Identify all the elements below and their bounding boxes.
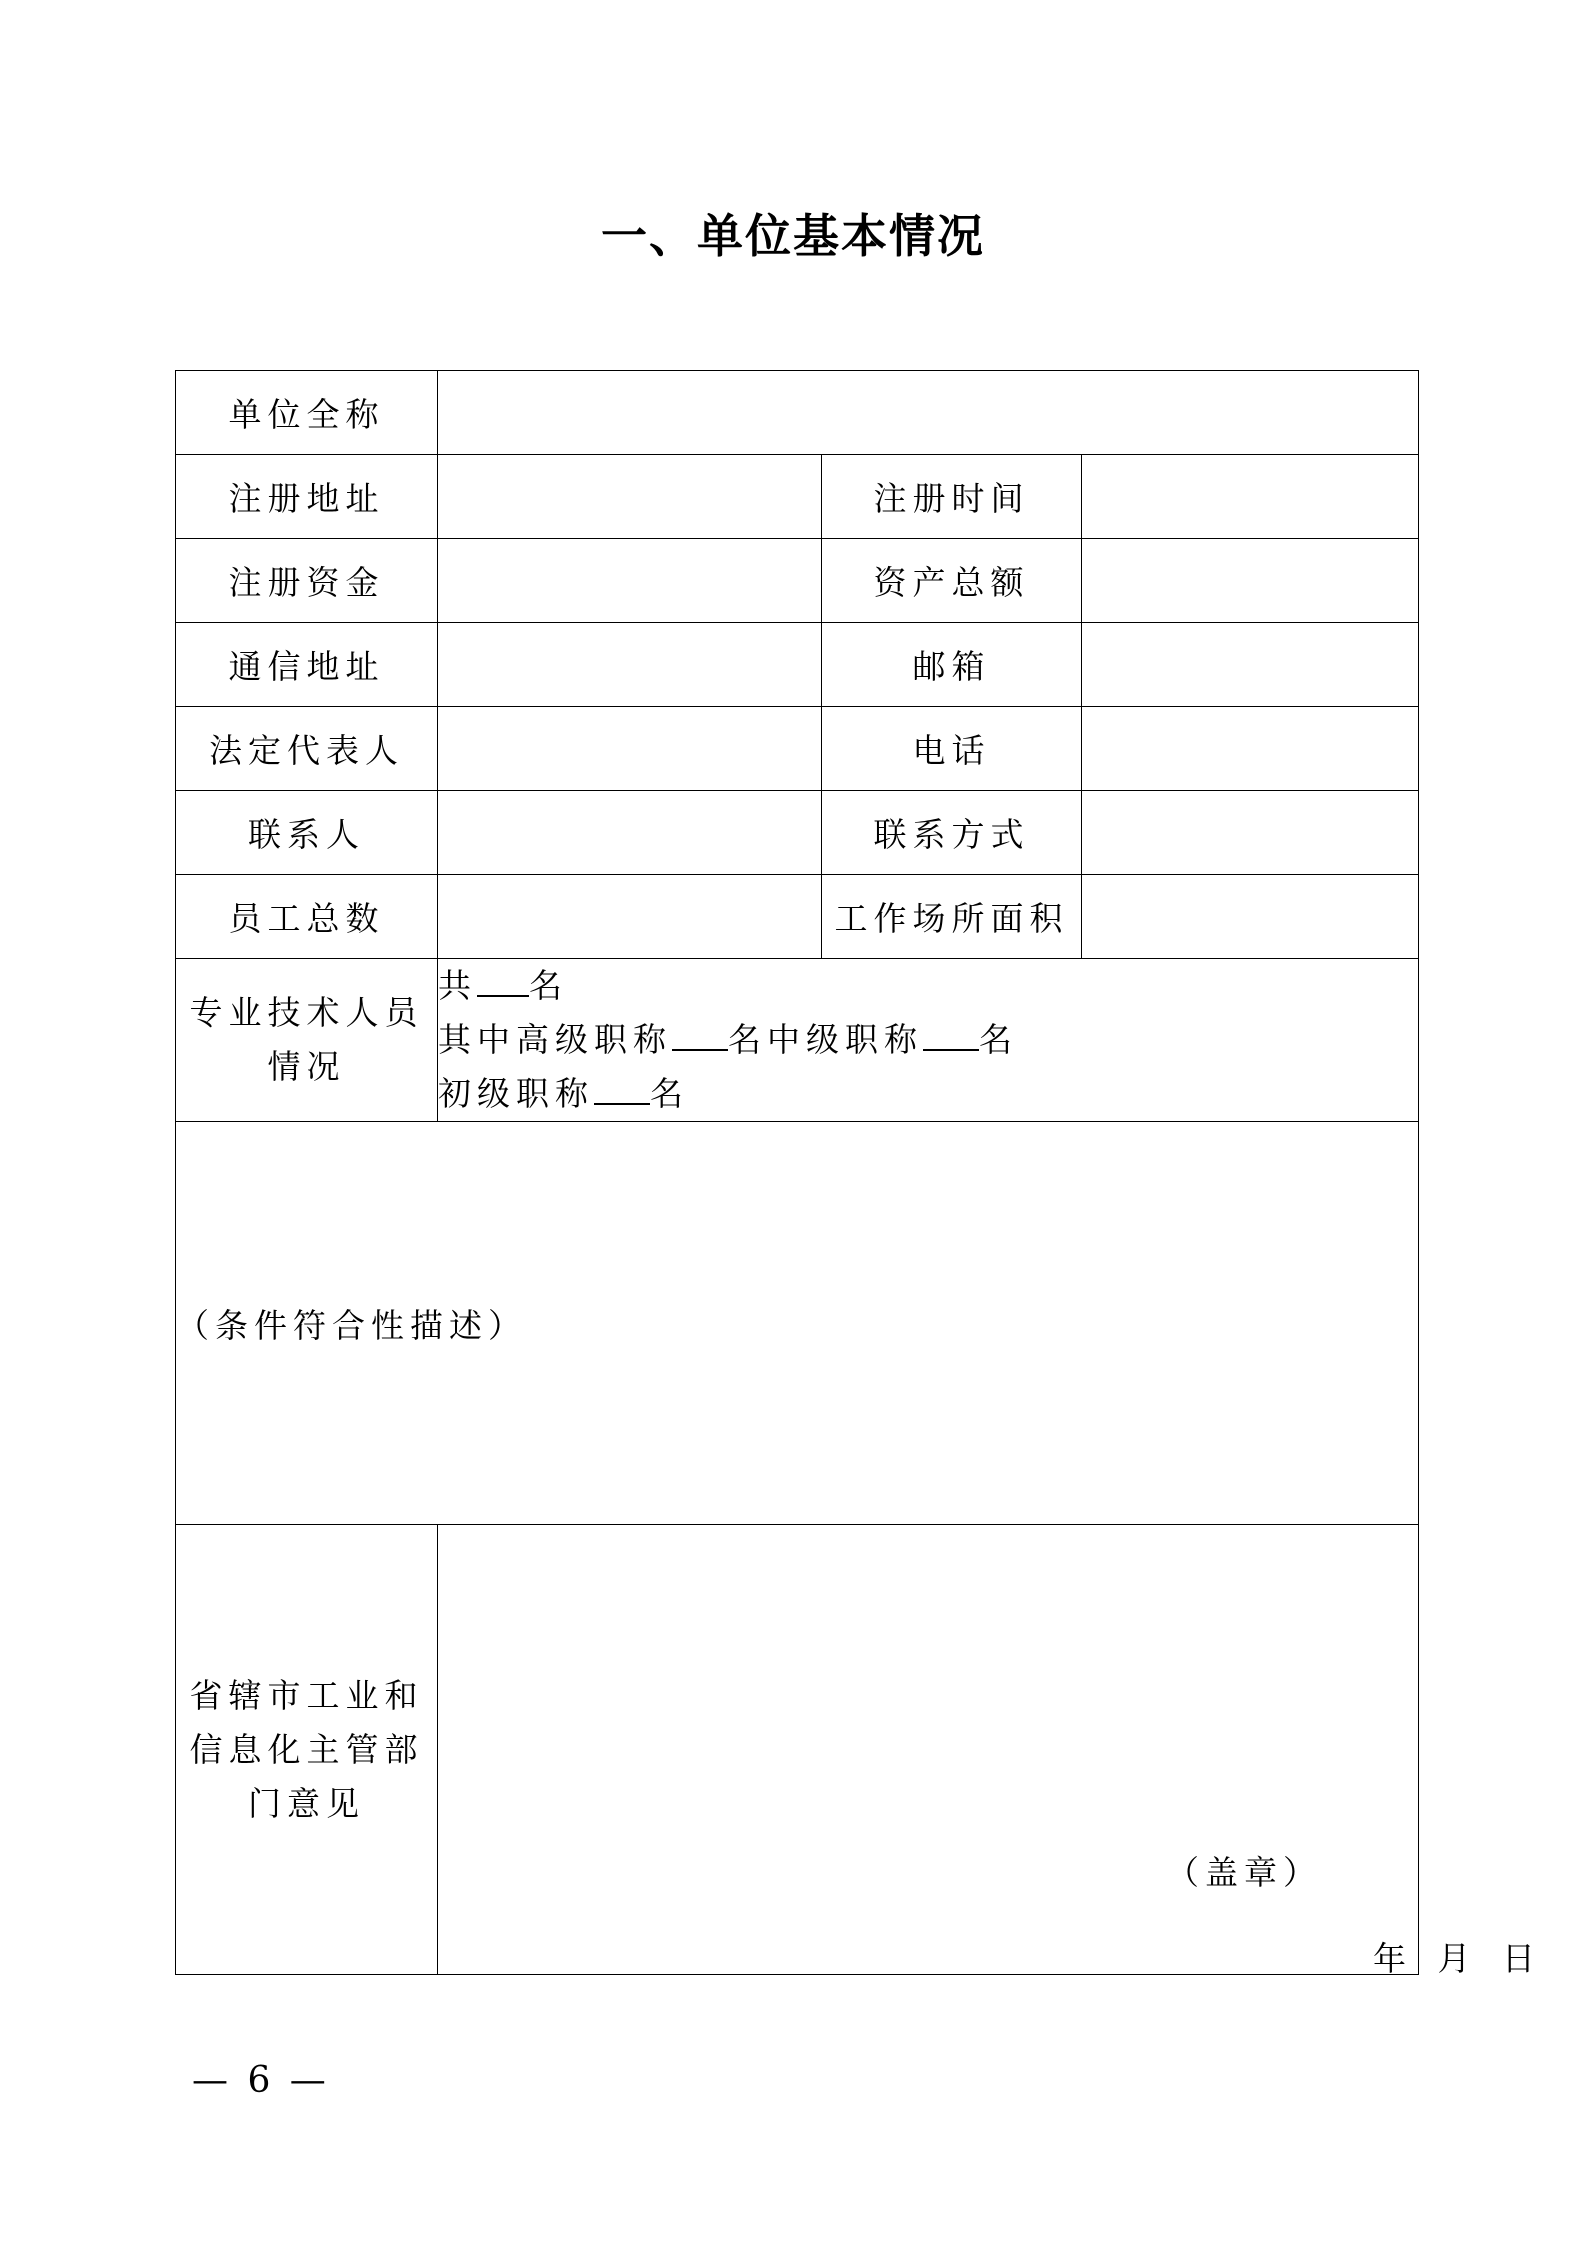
row-capital bbox=[176, 539, 1419, 623]
staff-middle-prefix: 名中级职称 bbox=[728, 1020, 923, 1059]
row-mail bbox=[176, 623, 1419, 707]
row-legal-rep bbox=[176, 707, 1419, 791]
staff-total-line bbox=[438, 959, 1418, 1013]
staff-middle-blank[interactable] bbox=[923, 1019, 979, 1051]
label-full-name: 单位全称 bbox=[176, 371, 438, 455]
field-phone[interactable] bbox=[1082, 707, 1419, 791]
label-phone: 电话 bbox=[822, 707, 1082, 791]
field-condition-description[interactable] bbox=[176, 1122, 1419, 1525]
page-number: — 6 — bbox=[192, 2060, 330, 2101]
staff-total-unit: 名 bbox=[529, 966, 568, 1005]
label-reg-capital: 注册资金 bbox=[176, 539, 438, 623]
field-reg-address[interactable] bbox=[438, 455, 822, 539]
label-workplace-area: 工作场所面积 bbox=[822, 875, 1082, 959]
field-reg-time[interactable] bbox=[1082, 455, 1419, 539]
field-authority-opinion[interactable] bbox=[438, 1525, 1535, 1978]
staff-senior-middle-line bbox=[438, 1013, 1418, 1067]
staff-senior-blank[interactable] bbox=[672, 1019, 728, 1051]
condition-label: （条件符合性描述） bbox=[176, 1305, 527, 1345]
field-contact-method[interactable] bbox=[1082, 791, 1419, 875]
staff-middle-unit: 名 bbox=[979, 1020, 1018, 1059]
label-total-assets: 资产总额 bbox=[822, 539, 1082, 623]
authority-label-line1: 省辖市工业和 bbox=[189, 1675, 424, 1715]
label-legal-rep: 法定代表人 bbox=[176, 707, 438, 791]
field-staff-total[interactable] bbox=[438, 875, 822, 959]
staff-total-blank[interactable] bbox=[477, 965, 529, 997]
label-mail-address: 通信地址 bbox=[176, 623, 438, 707]
basic-info-table bbox=[175, 370, 1535, 1978]
label-authority-opinion bbox=[176, 1525, 438, 1975]
staff-junior-prefix: 初级职称 bbox=[438, 1074, 594, 1113]
label-staff-total: 员工总数 bbox=[176, 875, 438, 959]
row-condition-description bbox=[176, 1122, 1419, 1525]
field-mail-address[interactable] bbox=[438, 623, 822, 707]
label-reg-time: 注册时间 bbox=[822, 455, 1082, 539]
staff-junior-line bbox=[438, 1067, 1418, 1121]
staff-junior-blank[interactable] bbox=[594, 1073, 650, 1105]
label-tech-staff bbox=[176, 959, 438, 1122]
staff-total-prefix: 共 bbox=[438, 966, 477, 1005]
field-email[interactable] bbox=[1082, 623, 1419, 707]
label-tech-staff-line2: 情况 bbox=[267, 1047, 346, 1086]
row-staff bbox=[176, 875, 1419, 959]
seal-label: （盖章） bbox=[1166, 1853, 1322, 1892]
authority-label-line2: 信息化主管部 bbox=[189, 1729, 424, 1769]
field-contact[interactable] bbox=[438, 791, 822, 875]
row-registration bbox=[176, 455, 1419, 539]
staff-junior-unit: 名 bbox=[650, 1074, 689, 1113]
page-title: 一、单位基本情况 bbox=[601, 209, 985, 263]
row-authority-opinion bbox=[176, 1525, 1419, 1975]
row-contact bbox=[176, 791, 1419, 875]
row-tech-staff bbox=[176, 959, 1419, 1122]
row-full-name bbox=[176, 371, 1419, 455]
field-full-name[interactable] bbox=[438, 371, 1419, 455]
field-total-assets[interactable] bbox=[1082, 539, 1419, 623]
date-label: 年 月 日 bbox=[1373, 1939, 1535, 1978]
field-legal-rep[interactable] bbox=[438, 707, 822, 791]
label-contact: 联系人 bbox=[176, 791, 438, 875]
label-reg-address: 注册地址 bbox=[176, 455, 438, 539]
label-email: 邮箱 bbox=[822, 623, 1082, 707]
authority-label-line3: 门意见 bbox=[248, 1783, 365, 1823]
label-tech-staff-line1: 专业技术人员 bbox=[189, 993, 424, 1032]
field-workplace-area[interactable] bbox=[1082, 875, 1419, 959]
field-reg-capital[interactable] bbox=[438, 539, 822, 623]
staff-senior-prefix: 其中高级职称 bbox=[438, 1020, 672, 1059]
tech-staff-details bbox=[438, 959, 1419, 1122]
label-contact-method: 联系方式 bbox=[822, 791, 1082, 875]
